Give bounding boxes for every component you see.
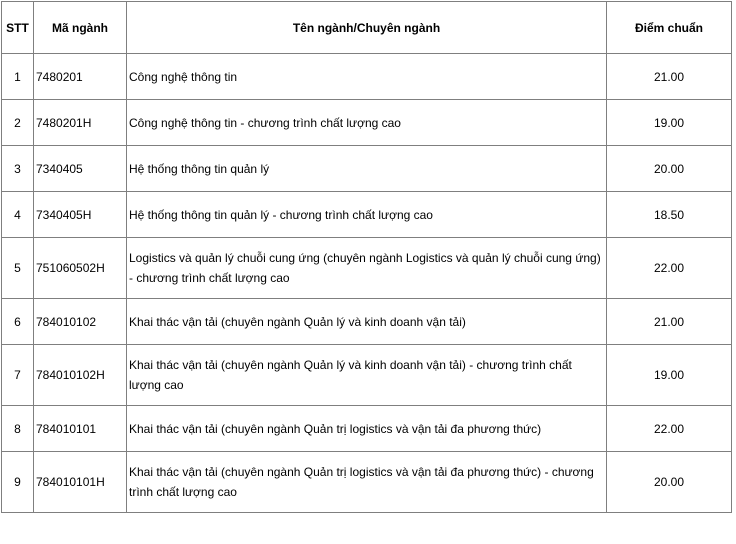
header-score: Điểm chuẩn <box>607 2 732 54</box>
table-row <box>2 345 732 406</box>
cell-stt: 2 <box>2 100 34 146</box>
cell-score: 22.00 <box>607 406 732 452</box>
cell-name: Công nghệ thông tin - chương trình chất lượng cao <box>127 100 607 146</box>
cell-score: 20.00 <box>607 452 732 513</box>
table-row <box>2 192 732 238</box>
cell-score: 21.00 <box>607 54 732 100</box>
cell-score: 18.50 <box>607 192 732 238</box>
table-row <box>2 452 732 513</box>
cell-code: 751060502H <box>34 238 127 299</box>
cell-code: 7340405H <box>34 192 127 238</box>
cell-code: 784010101 <box>34 406 127 452</box>
cell-stt: 4 <box>2 192 34 238</box>
cell-stt: 7 <box>2 345 34 406</box>
cell-score: 19.00 <box>607 100 732 146</box>
cell-code: 7340405 <box>34 146 127 192</box>
cell-name: Hệ thống thông tin quản lý <box>127 146 607 192</box>
cell-name: Khai thác vận tải (chuyên ngành Quản lý và kinh doanh vận tải) - chương trình chất lượng cao <box>127 345 607 406</box>
table-header-row <box>2 2 732 54</box>
cell-stt: 6 <box>2 299 34 345</box>
cell-name: Công nghệ thông tin <box>127 54 607 100</box>
cell-score: 20.00 <box>607 146 732 192</box>
table-row <box>2 406 732 452</box>
cell-stt: 5 <box>2 238 34 299</box>
cell-name: Khai thác vận tải (chuyên ngành Quản trị logistics và vận tải đa phương thức) <box>127 406 607 452</box>
table-row <box>2 146 732 192</box>
cell-name: Khai thác vận tải (chuyên ngành Quản lý và kinh doanh vận tải) <box>127 299 607 345</box>
cell-score: 22.00 <box>607 238 732 299</box>
header-name: Tên ngành/Chuyên ngành <box>127 2 607 54</box>
table-row <box>2 238 732 299</box>
cell-name: Hệ thống thông tin quản lý - chương trình chất lượng cao <box>127 192 607 238</box>
table-row <box>2 100 732 146</box>
cell-stt: 8 <box>2 406 34 452</box>
header-code: Mã ngành <box>34 2 127 54</box>
table-row <box>2 54 732 100</box>
cell-stt: 3 <box>2 146 34 192</box>
cell-stt: 9 <box>2 452 34 513</box>
table-row <box>2 299 732 345</box>
cell-code: 784010102H <box>34 345 127 406</box>
cell-name: Logistics và quản lý chuỗi cung ứng (chuyên ngành Logistics và quản lý chuỗi cung ứng) - chương trình chất lượng cao <box>127 238 607 299</box>
cell-code: 7480201 <box>34 54 127 100</box>
cell-score: 19.00 <box>607 345 732 406</box>
cell-name: Khai thác vận tải (chuyên ngành Quản trị logistics và vận tải đa phương thức) - chương trình chất lượng cao <box>127 452 607 513</box>
cell-code: 784010102 <box>34 299 127 345</box>
admission-score-table <box>1 1 732 513</box>
cell-stt: 1 <box>2 54 34 100</box>
header-stt: STT <box>2 2 34 54</box>
cell-code: 7480201H <box>34 100 127 146</box>
cell-code: 784010101H <box>34 452 127 513</box>
cell-score: 21.00 <box>607 299 732 345</box>
